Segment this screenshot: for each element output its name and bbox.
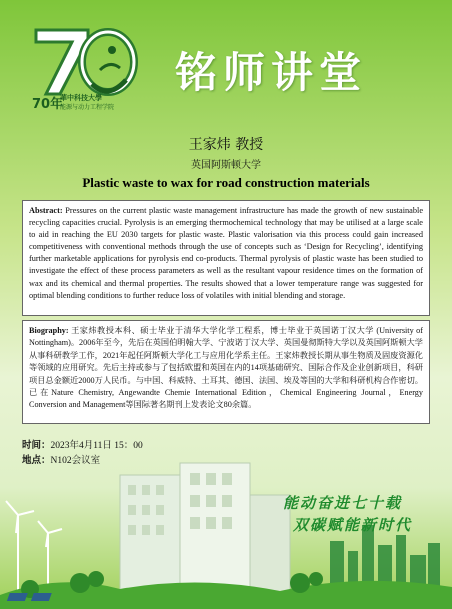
place-label: 地点： [22,456,51,466]
slogan-line-2: 双碳赋能新时代 [292,516,412,534]
biography-label: Biography: [29,326,69,335]
abstract-box [22,200,430,316]
speaker-block [0,134,452,191]
biography-box [22,320,430,424]
talk-title: Plastic waste to wax for road construction materials [82,175,370,190]
page-title: 铭师讲堂 [175,48,368,97]
event-time [22,437,143,451]
time-label: 时间： [22,441,51,451]
slogan-line-1: 能动奋进七十载 [282,494,402,512]
logo-caption [32,93,192,113]
abstract-label: Abstract: [29,206,63,215]
time-value: 2023年4月11日 15：00 [50,441,143,451]
abstract-text: Pressures on the current plastic waste management infrastructure has made the growth of new sustainable recycling capacities crucial. Pyrolysis is an emerging thermochemical technology that may be utilised at a large scale to aid in reaching the EU 2030 targets for plastic waste. Plastic valorisation via this process could gain increased competitiveness with conventional methods through the use of concepts such as ‘Design for Recycling’, identifying further marketable applications for pyrolysis end co-products. Thermal pyrolysis of plastic waste has been studied to investigate the effect of these process parameters as well as the resultant vapour residence times on the formation of wax and its chemical and thermal properties. The results showed that a lower temperature range was suggested for optimal blending conditions to further reduce loss of volatiles with initial blending and storage. [29,206,424,300]
place-value: N102会议室 [50,456,101,466]
logo-department: 能源与动力工程学院 [60,104,115,111]
logo-anniversary: 70年 [32,97,64,112]
biography-text: 王家炜教授本科、硕士毕业于清华大学化学工程系，博士毕业于英国诺丁汉大学 (University of Nottingham)。2006年至今，先后在英国伯明翰大学、宁波诺丁汉大学、英国曼彻斯特大学以及英国阿斯顿大学从事科研教学工作，2021年起任阿斯顿大学化工与应用化学系主任。王家炜教授长期从事生物质及固废资源化等领域的应用研究。先后主持或参与了包括欧盟和英国在内的14项基础研究、国际合作及企业创新项目，科研项目总金额近2000万人民币。与中国、科威特、土耳其、德国、法国、埃及等国的大学和科研机构合作密切。已在Nature Chemistry, Angewandte Chemie International Edition，Chemical Engineering Journal，Energy Conversion and Management等国际著名期刊上发表论文80余篇。 [29,326,423,410]
speaker-name: 王家炜 教授 [188,137,264,153]
speaker-affiliation: 英国阿斯顿大学 [191,160,261,171]
logo-university: 華中科技大學 [60,94,102,102]
